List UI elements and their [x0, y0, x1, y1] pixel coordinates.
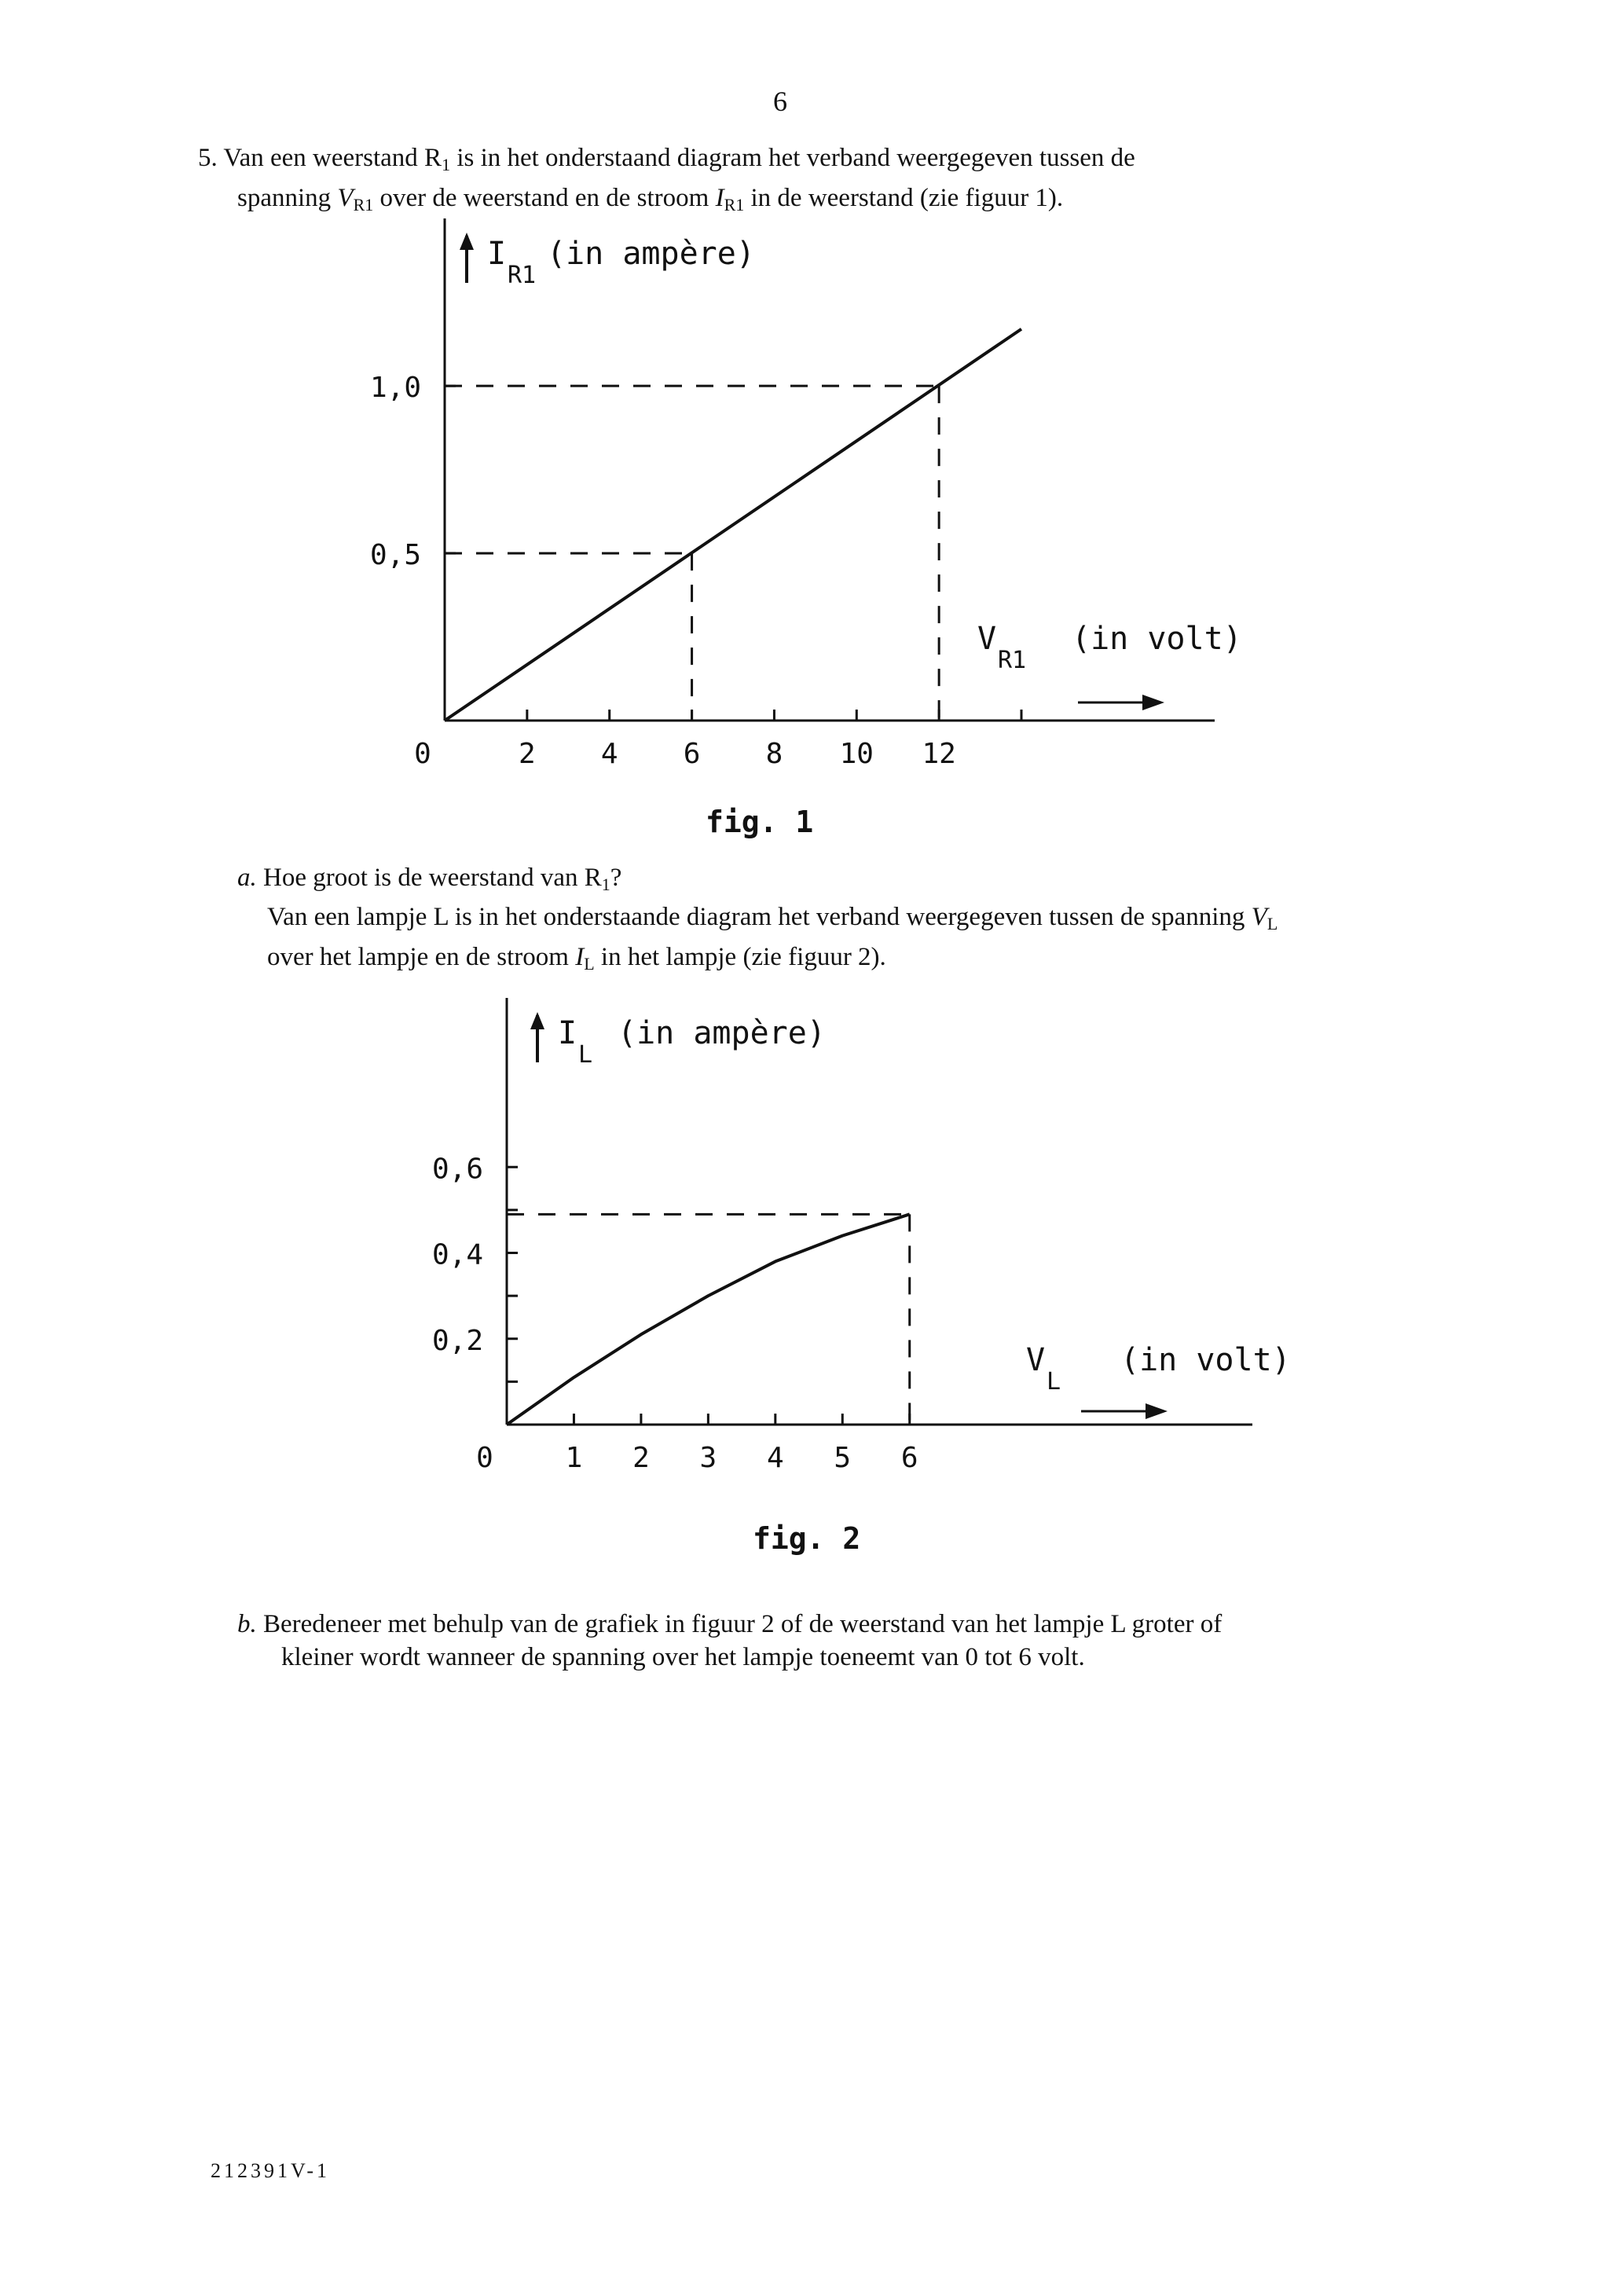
figure-2-chart — [432, 998, 1291, 1474]
question-label: b. — [237, 1610, 257, 1638]
x-axis-label-var: V — [977, 621, 997, 657]
y-tick-label: 0,4 — [431, 1238, 483, 1271]
subscript: L — [584, 954, 595, 974]
x-axis-label-var: V — [1026, 1342, 1046, 1378]
subscript: R1 — [724, 195, 745, 215]
question-a-text: ? — [610, 864, 622, 892]
figure-2-intro — [267, 900, 1278, 981]
figure-1-chart — [370, 218, 1242, 770]
y-tick-label: 0,5 — [369, 539, 421, 572]
series-line — [507, 1214, 910, 1425]
series-line — [445, 329, 1021, 721]
footer-code: 212391V-1 — [211, 2159, 331, 2182]
x-tick-label: 1 — [565, 1442, 583, 1474]
x-tick-label: 10 — [839, 738, 874, 770]
y-tick-label: 1,0 — [369, 372, 421, 405]
origin-label: 0 — [414, 738, 431, 770]
question-5-text: spanning — [237, 184, 338, 212]
y-axis-arrow-head-icon — [530, 1012, 544, 1029]
question-a-text: Hoe groot is de weerstand van R — [256, 864, 602, 892]
y-axis-label-unit: (in ampère) — [618, 1015, 826, 1051]
question-label: a. — [237, 864, 257, 892]
x-tick-label: 4 — [600, 738, 618, 770]
x-tick-label: 2 — [632, 1442, 650, 1474]
origin-label: 0 — [476, 1442, 493, 1474]
x-tick-label: 5 — [834, 1442, 852, 1474]
x-tick-label: 2 — [519, 738, 536, 770]
variable: V — [1251, 903, 1267, 931]
question-5-text: in de weerstand (zie figuur 1). — [744, 184, 1064, 212]
y-axis-label-sub: L — [578, 1041, 593, 1069]
x-axis-label-unit: (in volt) — [1072, 621, 1242, 657]
x-tick-label: 8 — [765, 738, 783, 770]
x-tick-label: 12 — [922, 738, 956, 770]
y-axis-label-sub: R1 — [508, 262, 537, 289]
subscript: R1 — [353, 195, 374, 215]
subscript: 1 — [442, 155, 451, 174]
subscript: L — [1267, 914, 1278, 933]
y-axis-label-unit: (in ampère) — [547, 236, 755, 272]
question-5-text: over de weerstand en de stroom — [373, 184, 716, 212]
x-tick-label: 6 — [683, 738, 701, 770]
question-5-text: Van een weerstand R — [223, 144, 442, 172]
x-axis-arrow-head-icon — [1146, 1403, 1168, 1419]
x-axis-arrow-head-icon — [1142, 695, 1164, 710]
question-b-text: Beredeneer met behulp van de grafiek in figuur 2 of de weerstand van het lampje L groter of — [256, 1610, 1223, 1638]
figure-2-caption: fig. 2 — [753, 1521, 861, 1556]
x-tick-label: 6 — [900, 1442, 918, 1474]
variable: I — [715, 184, 724, 212]
variable: I — [575, 943, 585, 971]
y-axis-arrow-head-icon — [460, 233, 474, 250]
x-tick-label: 4 — [766, 1442, 784, 1474]
page-number: 6 — [773, 86, 787, 117]
figure-1-caption: fig. 1 — [706, 805, 814, 839]
y-axis-label-var: I — [558, 1015, 577, 1051]
question-b — [237, 1608, 1222, 1674]
x-axis-label-unit: (in volt) — [1120, 1342, 1291, 1378]
subscript: 1 — [601, 875, 610, 894]
question-a — [237, 861, 621, 901]
variable: V — [337, 184, 354, 212]
question-number: 5. — [198, 144, 218, 172]
question-5-text: is in het onderstaand diagram het verband weergegeven tussen de — [450, 144, 1135, 172]
intro-text: Van een lampje L is in het onderstaande diagram het verband weergegeven tussen de spanning — [267, 903, 1252, 931]
intro-text: over het lampje en de stroom — [267, 943, 576, 971]
x-axis-label-sub: R1 — [998, 647, 1027, 674]
intro-text: in het lampje (zie figuur 2). — [594, 943, 886, 971]
x-axis-label-sub: L — [1047, 1368, 1061, 1396]
y-tick-label: 0,6 — [431, 1153, 483, 1186]
x-tick-label: 3 — [699, 1442, 717, 1474]
y-tick-label: 0,2 — [431, 1324, 483, 1357]
y-axis-label-var: I — [487, 236, 507, 272]
question-b-text: kleiner wordt wanneer de spanning over het lampje toeneemt van 0 tot 6 volt. — [281, 1643, 1085, 1671]
